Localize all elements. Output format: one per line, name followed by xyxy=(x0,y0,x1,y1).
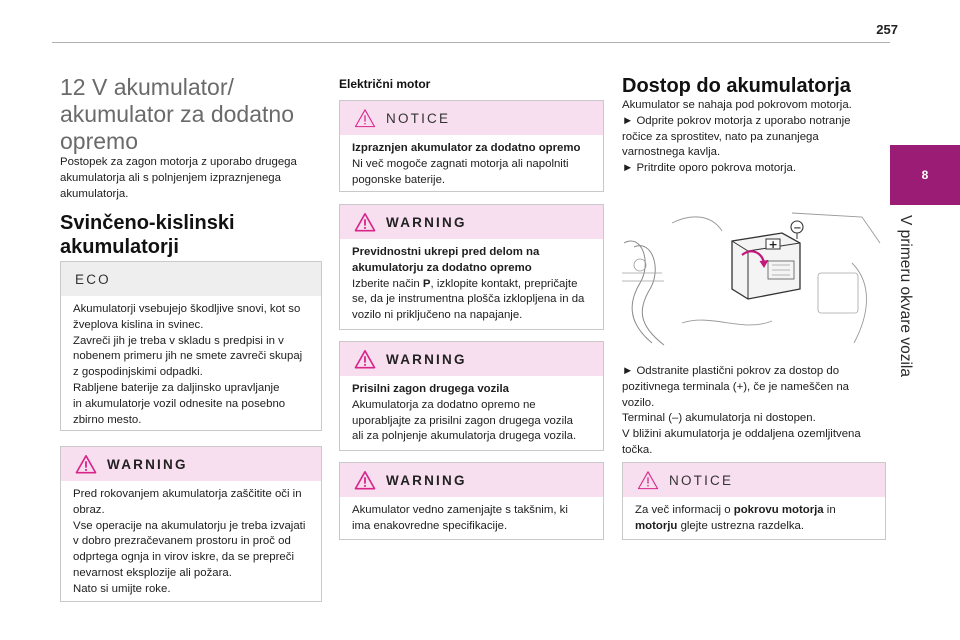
text-line: Akumulatorji vsebujejo škodljive snovi, kot so xyxy=(73,303,301,315)
text-fragment: glejte ustrezna razdelka. xyxy=(677,519,805,532)
notice-box-header xyxy=(623,463,885,497)
chapter-title xyxy=(896,215,914,395)
warning-triangle-icon xyxy=(354,470,376,490)
text-line: uporabljajte za prisilni zagon drugega vozila xyxy=(352,414,573,427)
eco-label: ECO xyxy=(75,271,111,287)
notice-label: NOTICE xyxy=(669,472,734,488)
access-steps xyxy=(622,98,886,177)
warning-triangle-icon xyxy=(354,212,376,232)
engine-link-text: motorju xyxy=(635,519,678,532)
text-line: Rabljene baterije za daljinsko upravljanje xyxy=(73,381,280,394)
text-line: ima enakovredne specifikacije. xyxy=(352,519,508,532)
warning-label: WARNING xyxy=(107,456,188,472)
notice-triangle-icon xyxy=(354,108,376,128)
mode-letter: P xyxy=(422,277,431,290)
section-heading-line: Svinčeno-kislinski xyxy=(60,212,235,234)
page-title-line: akumulator za dodatno xyxy=(60,101,294,127)
page-title-line: opremo xyxy=(60,128,138,154)
text-line: Zavreči jih je treba v skladu s predpisi in v xyxy=(73,334,284,347)
text-line: Ni več mogoče zagnati motorja ali napolniti xyxy=(352,157,569,170)
text-line: se, da je instrumentna plošča izklopljena in da xyxy=(352,293,585,306)
eco-box xyxy=(60,261,322,431)
text-line: nobenem primeru jih ne smete zavreči skupaj xyxy=(73,350,303,363)
chapter-title-text: V primeru okvare vozila xyxy=(897,215,914,377)
page-number: 257 xyxy=(876,22,898,37)
text-line: nevarnost eksplozije ali požara. xyxy=(73,566,232,579)
warning-box-body xyxy=(340,497,603,543)
text-line: ali za polnjenje akumulatorja drugega vozila. xyxy=(352,430,577,443)
text-line: z gospodinjskimi odpadki. xyxy=(73,366,203,379)
text-line: odprtega ognja in virov iskre, da se prepreči xyxy=(73,551,294,564)
warning-triangle-icon xyxy=(354,349,376,369)
warning-triangle-icon xyxy=(75,454,97,474)
text-line: ročice za sprostitev, nato pa zunanjega xyxy=(622,130,819,143)
eco-box-header xyxy=(61,262,321,296)
section-heading-line: akumulatorji xyxy=(60,236,179,258)
notice-box xyxy=(622,462,886,540)
warning-box-body xyxy=(340,376,603,453)
subsection-heading: Električni motor xyxy=(339,77,431,91)
text-line: pozitivnega terminala (+), če je nameščen na xyxy=(622,380,849,393)
text-line: Pred rokovanjem akumulatorja zaščitite oči in xyxy=(73,488,302,500)
terminal-instructions xyxy=(622,364,886,459)
text-line: žveplova kislina in svinec. xyxy=(73,318,204,331)
eco-box-body xyxy=(61,296,321,436)
text-line: vozilo ni priključeno na napajanje. xyxy=(352,309,523,322)
text-fragment: Izberite način xyxy=(352,277,423,290)
text-line: ► Odstranite plastični pokrov za dostop do xyxy=(622,365,840,377)
chapter-tab[interactable] xyxy=(890,145,960,205)
text-line: ► Pritrdite oporo pokrova motorja. xyxy=(622,162,796,175)
notice-box-header xyxy=(340,101,603,135)
warning-bold-line: akumulatorju za dodatno opremo xyxy=(352,261,532,274)
text-line: in akumulatorje vozil odnesite na posebno xyxy=(73,397,286,410)
text-line: akumulatorja. xyxy=(60,187,129,200)
page-title xyxy=(60,74,322,155)
text-line: ► Odprite pokrov motorja z uporabo notranje xyxy=(622,114,851,127)
access-heading: Dostop do akumulatorja xyxy=(622,75,851,97)
text-line: akumulatorja ali s polnjenjem izpraznjenega xyxy=(60,171,281,184)
text-line: Akumulatorja za dodatno opremo ne xyxy=(352,398,536,411)
warning-box-header xyxy=(61,447,321,481)
notice-bold-line: Izpraznjen akumulator za dodatno opremo xyxy=(352,142,581,154)
section-heading xyxy=(60,211,322,259)
intro-paragraph xyxy=(60,155,322,202)
notice-box-body xyxy=(340,135,603,196)
warning-bold-line: Previdnostni ukrepi pred delom na xyxy=(352,246,540,258)
chapter-number: 8 xyxy=(921,168,929,182)
warning-label: WARNING xyxy=(386,472,467,488)
text-line: v dobro prezračevanem prostoru in proč od xyxy=(73,535,291,548)
ground-point-symbol: − xyxy=(793,223,802,234)
warning-box xyxy=(339,462,604,540)
warning-box-header xyxy=(340,205,603,239)
notice-box xyxy=(339,100,604,192)
warning-box xyxy=(339,341,604,451)
text-line: V bližini akumulatorja je oddaljena ozemljitvena xyxy=(622,428,861,441)
page-title-line: 12 V akumulator/ xyxy=(60,74,234,100)
text-fragment: in xyxy=(823,504,836,516)
warning-box-body xyxy=(61,481,321,606)
header-divider xyxy=(52,42,890,43)
warning-box xyxy=(60,446,322,602)
text-line: Postopek za zagon motorja z uporabo drugega xyxy=(60,156,297,168)
text-fragment: , izklopite kontakt, prepričajte xyxy=(430,277,578,290)
text-line: točka. xyxy=(622,443,653,456)
text-line: zbirno mesto. xyxy=(73,413,142,426)
warning-label: WARNING xyxy=(386,214,467,230)
warning-box-body xyxy=(340,239,603,332)
text-line: vozilo. xyxy=(622,396,655,409)
warning-box-header xyxy=(340,342,603,376)
text-line: Akumulator se nahaja pod pokrovom motorja. xyxy=(622,99,852,111)
warning-label: WARNING xyxy=(386,351,467,367)
text-line: Nato si umijte roke. xyxy=(73,582,171,595)
positive-terminal-label: + xyxy=(768,238,778,251)
warning-box xyxy=(339,204,604,330)
text-line: pogonske baterije. xyxy=(352,173,446,186)
text-line: Vse operacije na akumulatorju je treba izvajati xyxy=(73,519,306,532)
text-line: varnostnega kavlja. xyxy=(622,146,721,159)
notice-label: NOTICE xyxy=(386,110,451,126)
text-line: obraz. xyxy=(73,503,105,516)
text-fragment: Za več informacij o xyxy=(635,504,734,516)
notice-box-body xyxy=(623,497,885,543)
text-line: Akumulator vedno zamenjajte s takšnim, ki xyxy=(352,504,568,516)
warning-box-header xyxy=(340,463,603,497)
engine-bay-illustration xyxy=(622,203,884,351)
notice-triangle-icon xyxy=(637,470,659,490)
text-line: Terminal (–) akumulatorja ni dostopen. xyxy=(622,412,816,425)
bonnet-link-text: pokrovu motorja xyxy=(733,504,824,516)
warning-bold-line: Prisilni zagon drugega vozila xyxy=(352,383,509,395)
